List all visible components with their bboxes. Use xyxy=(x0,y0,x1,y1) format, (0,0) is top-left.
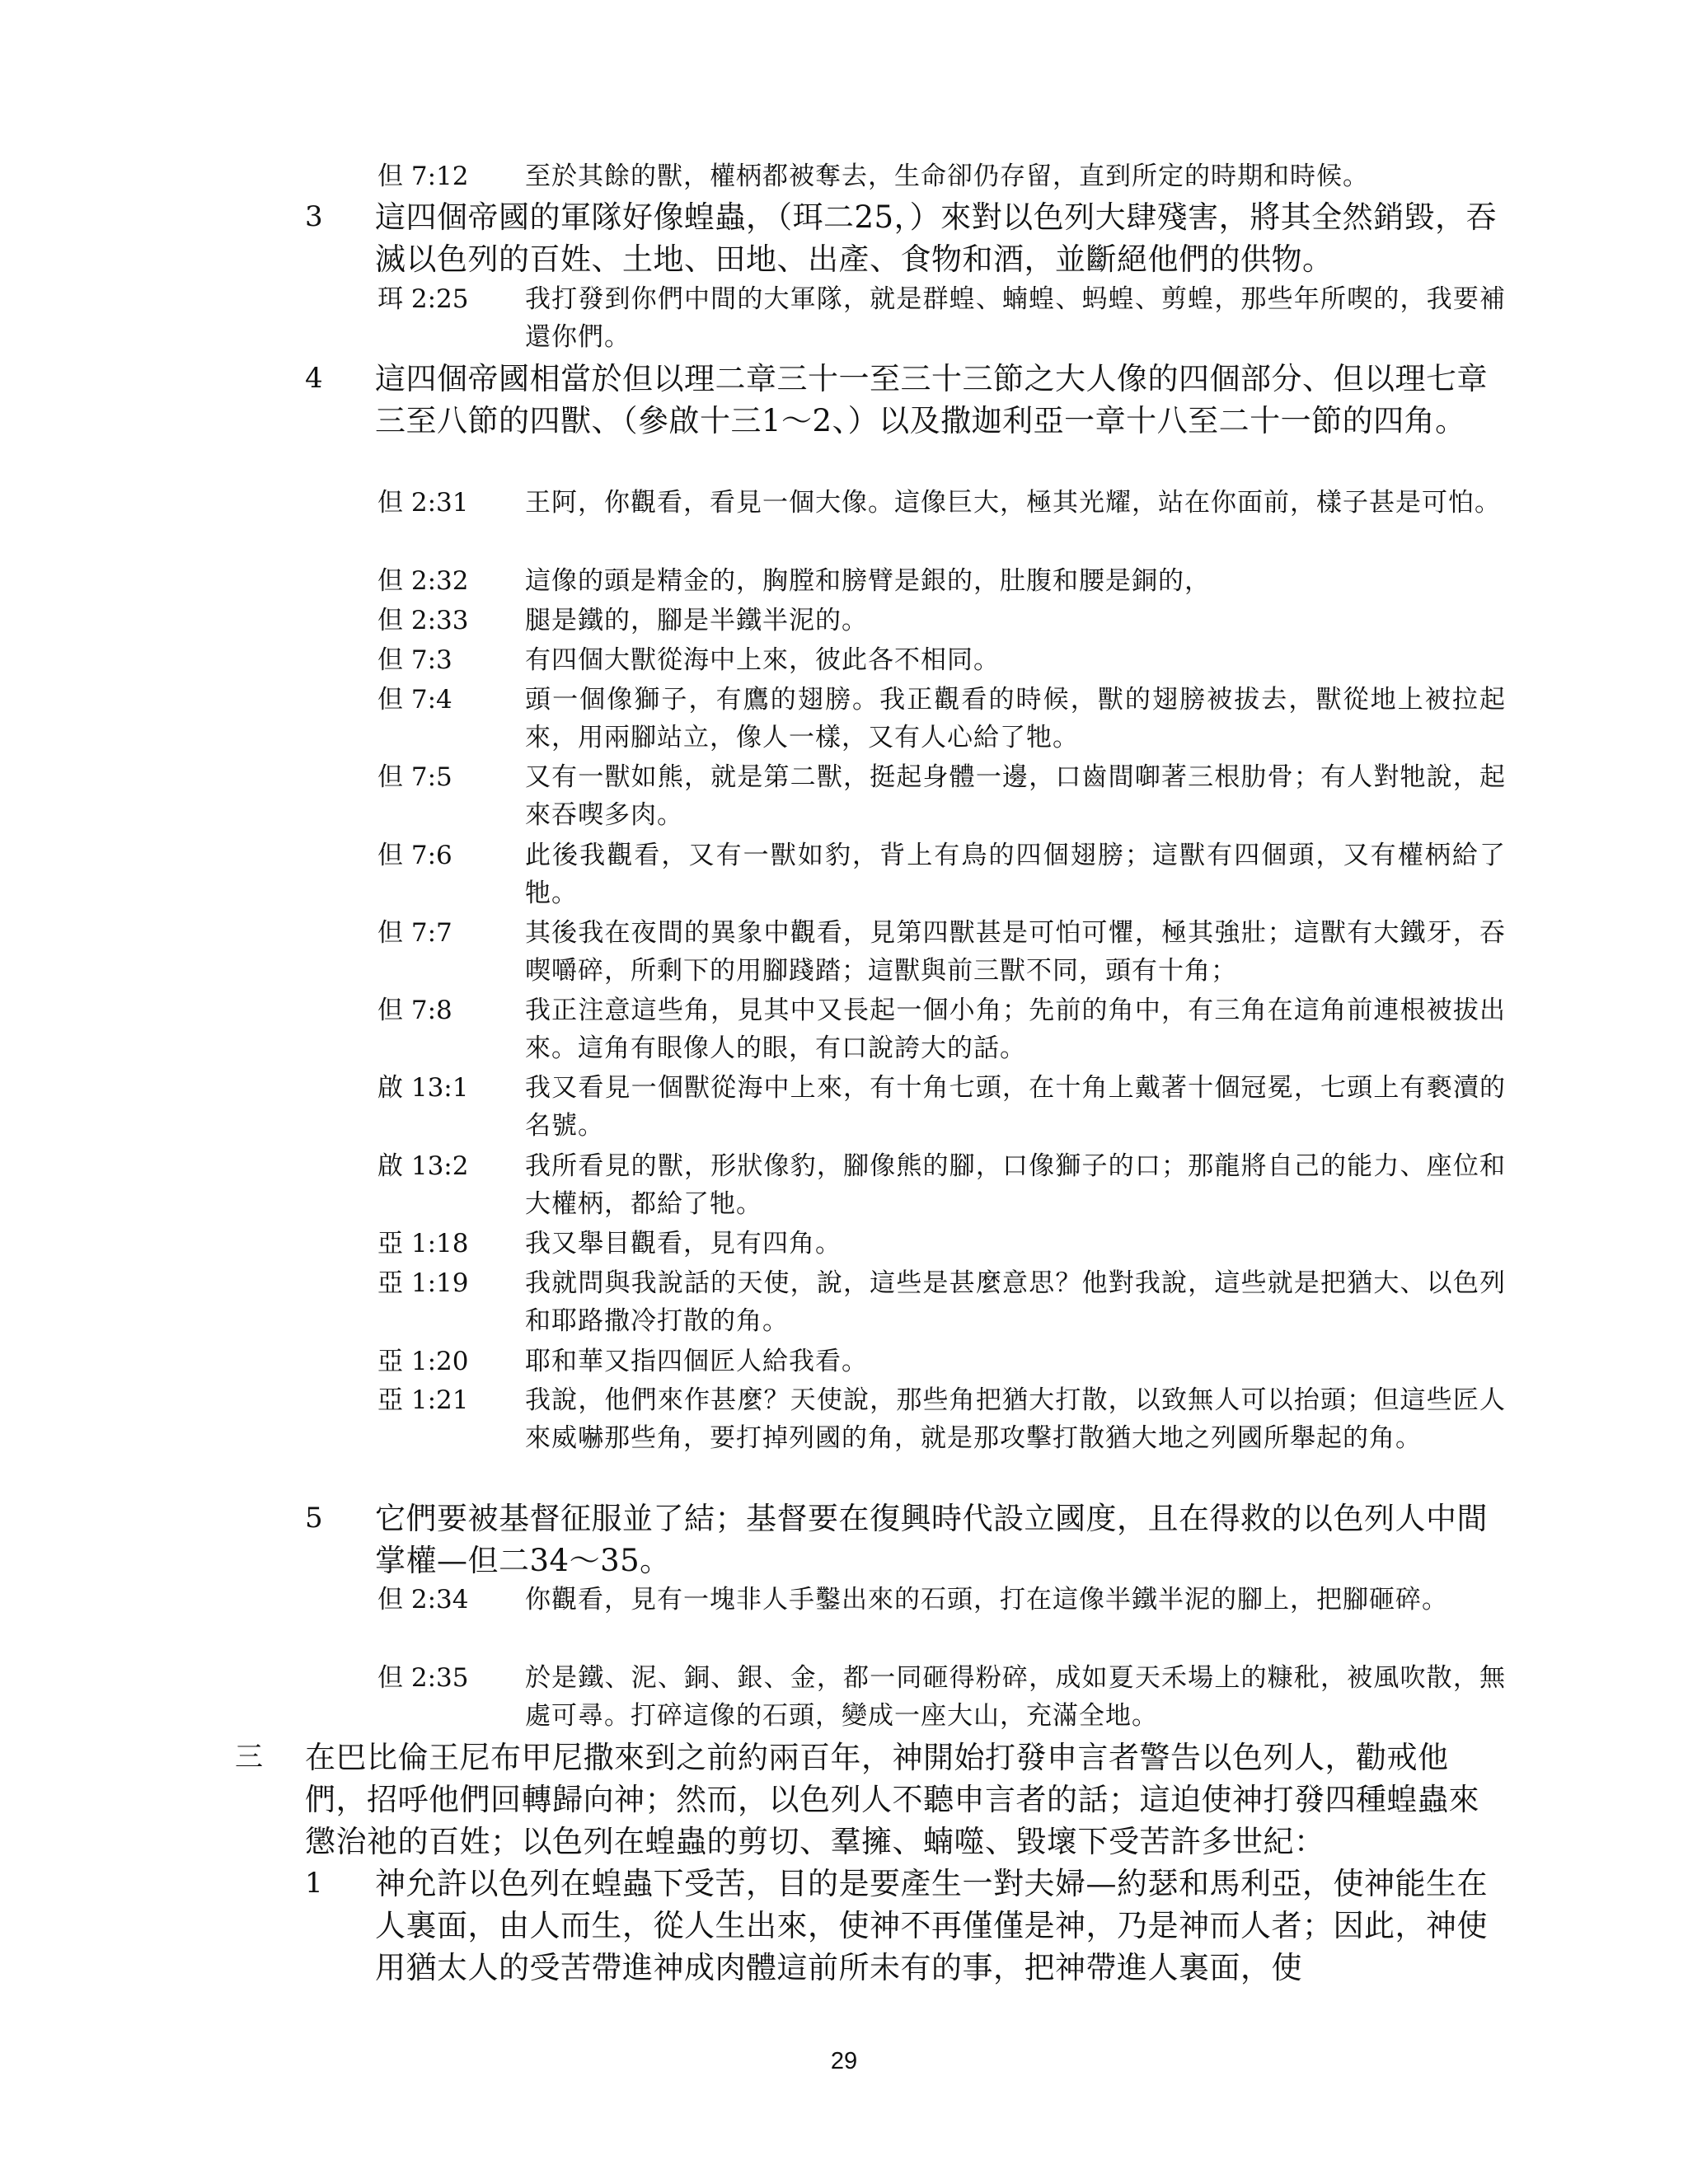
verse-text: 我說，他們來作甚麼？天使說，那些角把猶大打散，以致無人可以抬頭；但這些匠人來威嚇那些角，要打掉列國的角，就是那攻擊打散猶大地之列國所舉起的角。 xyxy=(525,1385,1506,1453)
verse-text: 至於其餘的獸，權柄都被奪去，生命卻仍存留，直到所定的時期和時候。 xyxy=(525,162,1369,191)
page-number: 29 xyxy=(830,2048,858,2074)
verse-text: 耶和華又指四個匠人給我看。 xyxy=(525,1347,868,1376)
verse-reference: 但 7:7 xyxy=(377,918,452,948)
verse-reference: 但 7:3 xyxy=(377,645,452,675)
verse-reference: 但 7:5 xyxy=(377,762,452,792)
verse-reference: 亞 1:20 xyxy=(377,1347,469,1376)
point-number: 5 xyxy=(305,1502,323,1535)
verse-text: 又有一獸如熊，就是第二獸，挺起身體一邊，口齒間啣著三根肋骨；有人對牠說，起來吞喫多肉。 xyxy=(525,762,1506,830)
verse-reference: 但 7:8 xyxy=(377,996,452,1025)
section-text: 在巴比倫王尼布甲尼撒來到之前約兩百年，神開始打發申言者警告以色列人，勸戒他們，招呼他們回轉歸向神；然而，以色列人不聽申言者的話；這迫使神打發四種蝗蟲來懲治祂的百姓；以色列在蝗蟲的剪切、羣擁、蝻噬、毀壞下受苦許多世紀： xyxy=(305,1740,1479,1859)
verse-text: 我又看見一個獸從海中上來，有十角七頭，在十角上戴著十個冠冕，七頭上有褻瀆的名號。 xyxy=(525,1073,1506,1141)
verse-text: 其後我在夜間的異象中觀看，見第四獸甚是可怕可懼，極其強壯；這獸有大鐵牙，吞喫嚼碎，所剩下的用腳踐踏；這獸與前三獸不同，頭有十角； xyxy=(525,918,1506,986)
verse-text: 腿是鐵的，腳是半鐵半泥的。 xyxy=(525,606,868,635)
point-number: 3 xyxy=(305,200,323,233)
verse-reference: 但 2:35 xyxy=(377,1663,469,1693)
verse-text: 我所看見的獸，形狀像豹，腳像熊的腳，口像獅子的口；那龍將自己的能力、座位和大權柄，都給了牠。 xyxy=(525,1151,1506,1219)
verse-text: 我又舉目觀看，見有四角。 xyxy=(525,1229,842,1258)
point-number: 4 xyxy=(305,362,323,395)
verse-text: 我正注意這些角，見其中又長起一個小角；先前的角中，有三角在這角前連根被拔出來。這角有眼像人的眼，有口說誇大的話。 xyxy=(525,996,1506,1063)
verse-text: 我就問與我說話的天使，說，這些是甚麼意思？他對我說，這些就是把猶大、以色列和耶路撒冷打散的角。 xyxy=(525,1268,1506,1336)
verse-reference: 但 7:12 xyxy=(377,162,469,191)
verse-reference: 但 2:33 xyxy=(377,606,469,635)
verse-text: 此後我觀看，又有一獸如豹，背上有鳥的四個翅膀；這獸有四個頭，又有權柄給了牠。 xyxy=(525,841,1506,908)
verse-reference: 但 7:4 xyxy=(377,685,452,715)
point-text: 這四個帝國的軍隊好像蝗蟲，（珥二25，）來對以色列大肆殘害，將其全然銷毀，吞滅以色列的百姓、土地、田地、出產、食物和酒，並斷絕他們的供物。 xyxy=(375,199,1498,277)
verse-text: 王阿，你觀看，看見一個大像。這像巨大，極其光耀，站在你面前，樣子甚是可怕。 xyxy=(525,488,1501,518)
verse-reference: 珥 2:25 xyxy=(377,284,469,314)
verse-text: 頭一個像獅子，有鷹的翅膀。我正觀看的時候，獸的翅膀被拔去，獸從地上被拉起來，用兩腳站立，像人一樣，又有人心給了牠。 xyxy=(525,685,1506,752)
verse-reference: 但 7:6 xyxy=(377,841,452,870)
point-text: 這四個帝國相當於但以理二章三十一至三十三節之大人像的四個部分、但以理七章三至八節的四獸、（參啟十三1～2、）以及撒迦利亞一章十八至二十一節的四角。 xyxy=(375,361,1488,438)
point-text: 神允許以色列在蝗蟲下受苦，目的是要產生一對夫婦—約瑟和馬利亞，使神能生在人裏面，由人而生，從人生出來，使神不再僅僅是神，乃是神而人者；因此，神使用猶太人的受苦帶進神成肉體這前所未有的事，把神帶進人裏面，使 xyxy=(375,1866,1488,1985)
verse-text: 於是鐵、泥、銅、銀、金，都一同砸得粉碎，成如夏天禾場上的糠秕，被風吹散，無處可尋。打碎這像的石頭，變成一座大山，充滿全地。 xyxy=(525,1663,1506,1731)
verse-text: 我打發到你們中間的大軍隊，就是群蝗、蝻蝗、蚂蝗、剪蝗，那些年所喫的，我要補還你們。 xyxy=(525,284,1506,352)
verse-reference: 亞 1:18 xyxy=(377,1229,469,1258)
verse-reference: 啟 13:1 xyxy=(377,1073,469,1103)
verse-text: 有四個大獸從海中上來，彼此各不相同。 xyxy=(525,645,1000,675)
verse-text: 你觀看，見有一塊非人手鑿出來的石頭，打在這像半鐵半泥的腳上，把腳砸碎。 xyxy=(525,1585,1448,1615)
verse-reference: 但 2:32 xyxy=(377,566,469,596)
verse-reference: 但 2:34 xyxy=(377,1585,469,1615)
verse-reference: 亞 1:21 xyxy=(377,1385,469,1415)
verse-reference: 亞 1:19 xyxy=(377,1268,469,1298)
verse-reference: 但 2:31 xyxy=(377,488,469,518)
point-number: 1 xyxy=(305,1867,323,1900)
section-number: 三 xyxy=(235,1741,263,1774)
point-text: 它們要被基督征服並了結；基督要在復興時代設立國度，且在得救的以色列人中間掌權—但二34～35。 xyxy=(375,1501,1488,1578)
verse-reference: 啟 13:2 xyxy=(377,1151,469,1181)
verse-text: 這像的頭是精金的，胸膛和膀臂是銀的，肚腹和腰是銅的， xyxy=(525,566,1211,596)
